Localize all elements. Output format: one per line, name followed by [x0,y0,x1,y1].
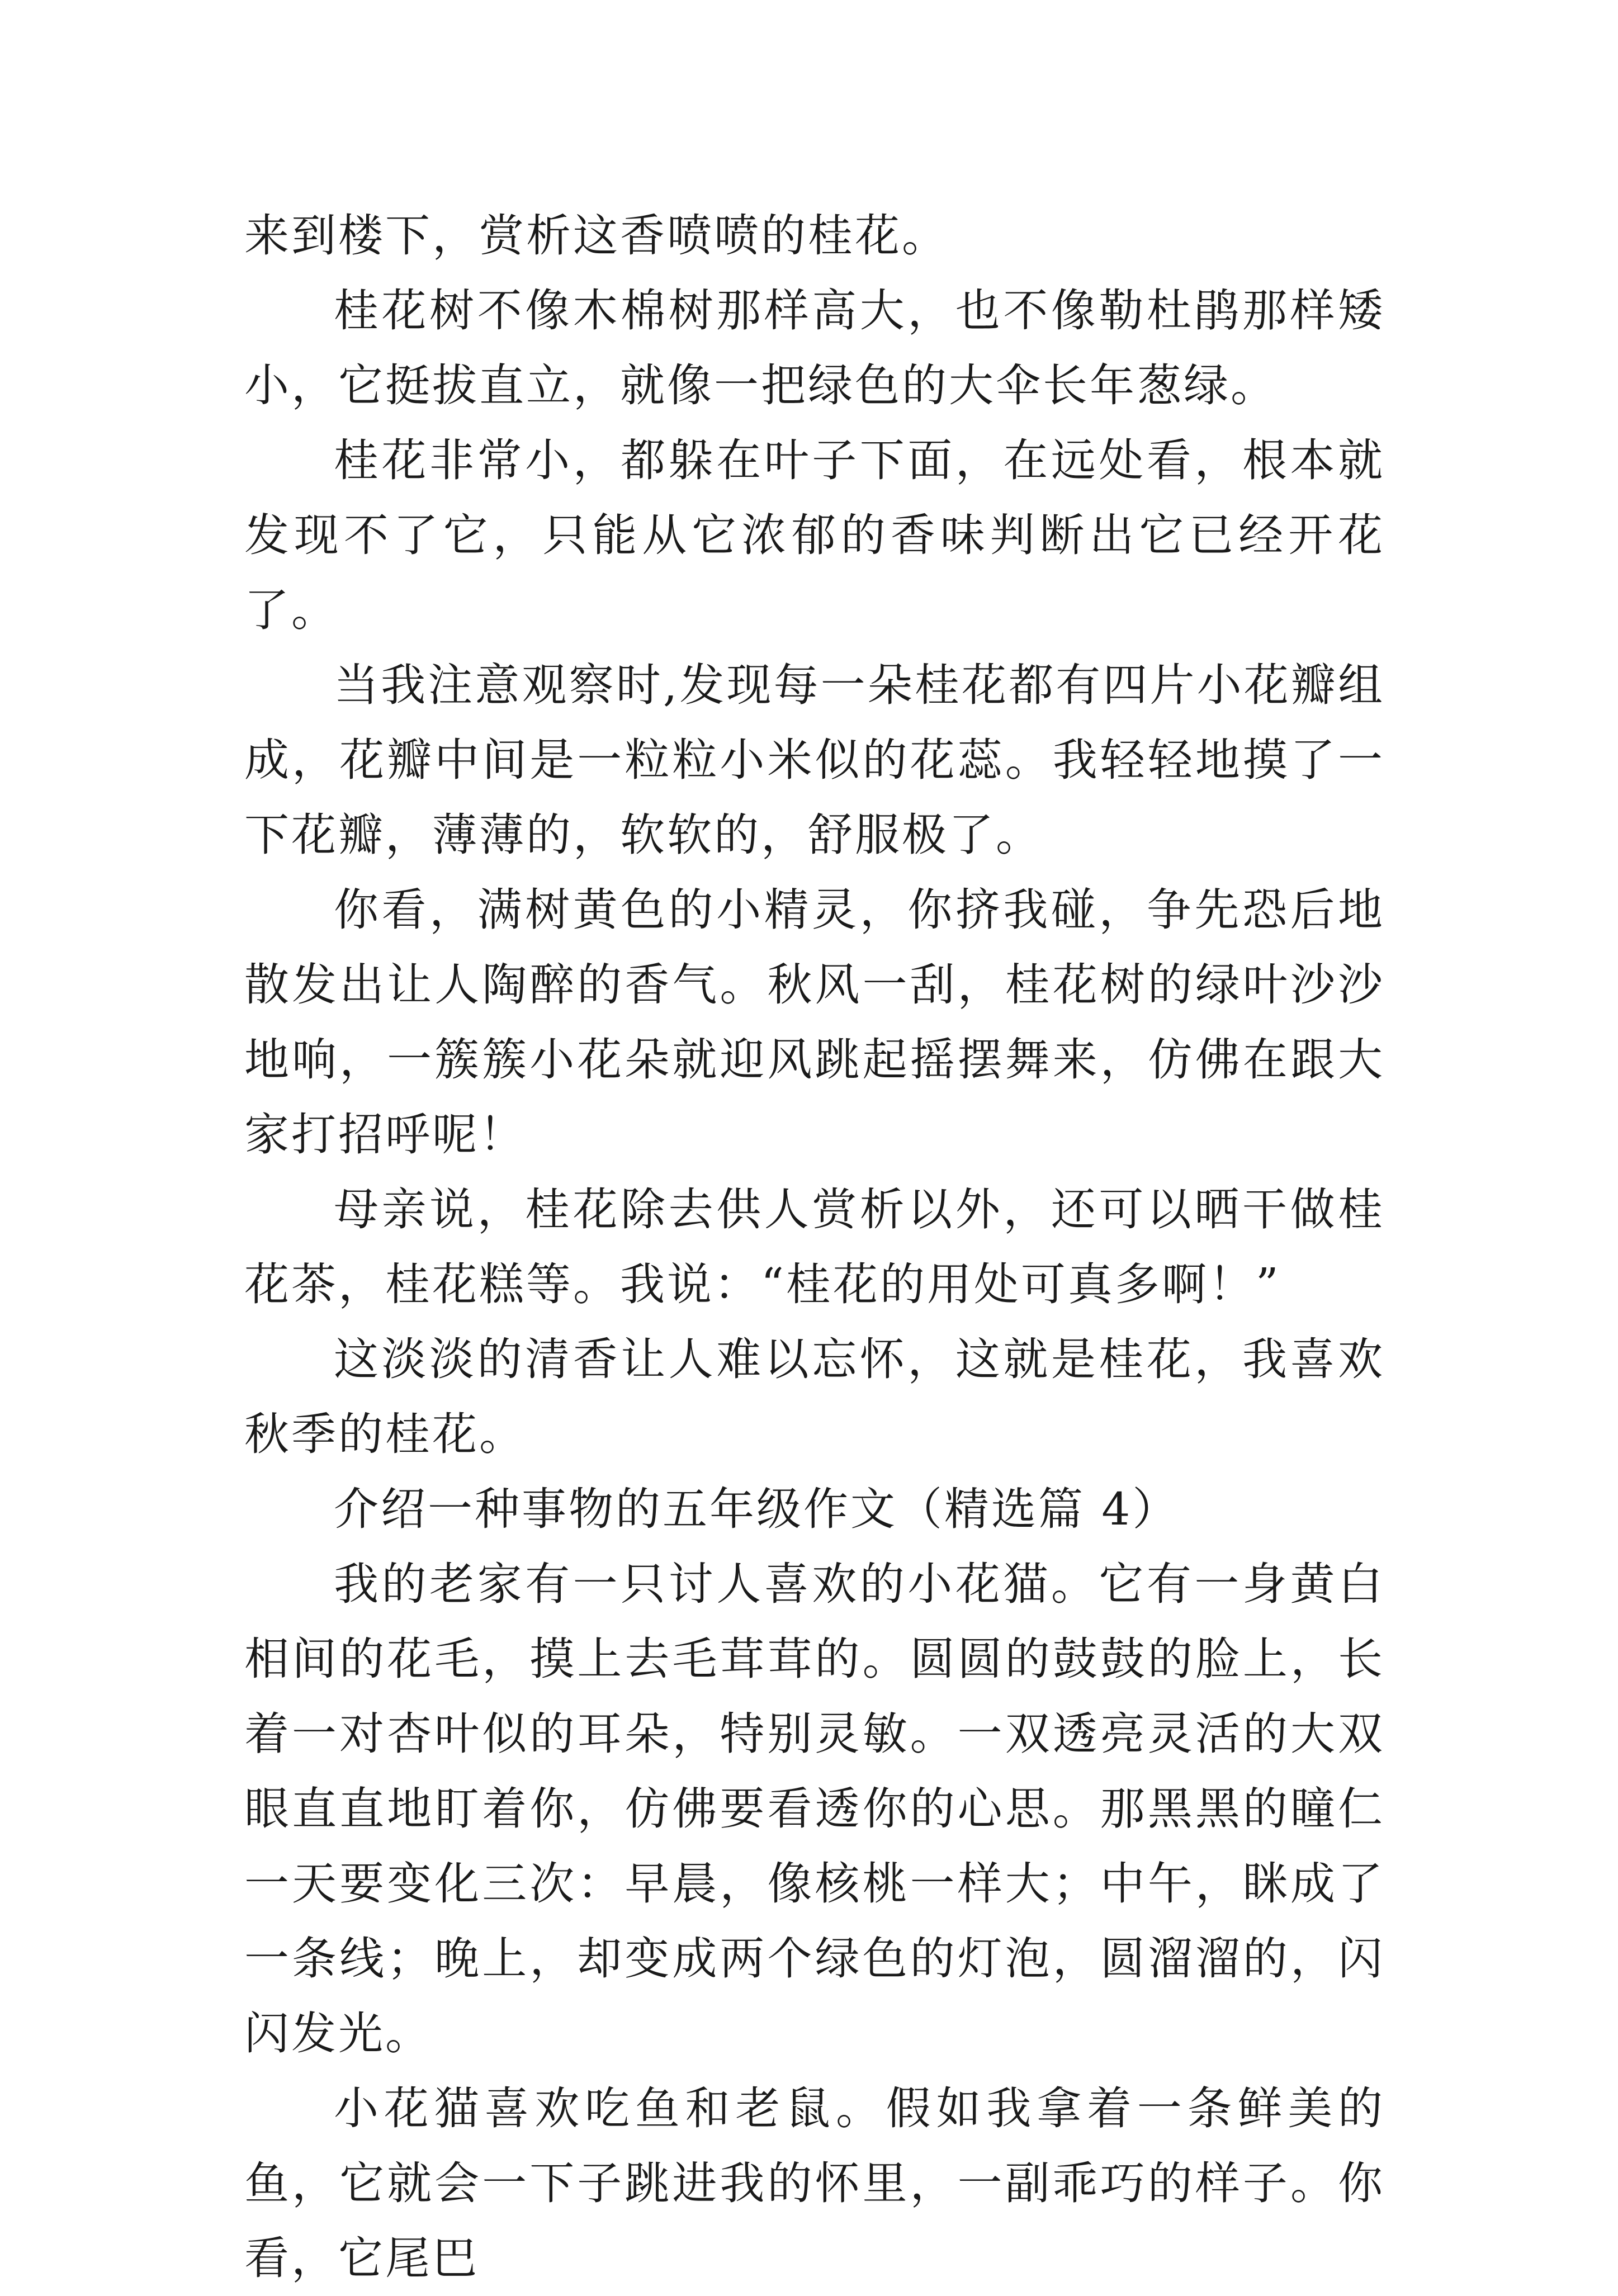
paragraph-6: 母亲说，桂花除去供人赏析以外，还可以晒干做桂花茶，桂花糕等。我说：“桂花的用处可真多啊！” [244,1183,1385,1310]
paragraph-3: 桂花非常小，都躲在叶子下面，在远处看，根本就发现不了它，只能从它浓郁的香味判断出它已经开花了。 [244,434,1385,636]
paragraph-4: 当我注意观察时,发现每一朵桂花都有四片小花瓣组成，花瓣中间是一粒粒小米似的花蕊。我轻轻地摸了一下花瓣，薄薄的，软软的，舒服极了。 [244,659,1385,861]
paragraph-1: 来到楼下，赏析这香喷喷的桂花。 [244,210,949,262]
section-heading: 介绍一种事物的五年级作文（精选篇 4） [334,1483,1180,1535]
section-paragraph-2: 小花猫喜欢吃鱼和老鼠。假如我拿着一条鲜美的鱼，它就会一下子跳进我的怀里，一副乖巧的样子。你看，它尾巴 [244,2082,1385,2284]
paragraph-5: 你看，满树黄色的小精灵，你挤我碰，争先恐后地散发出让人陶醉的香气。秋风一刮，桂花树的绿叶沙沙地响，一簇簇小花朵就迎风跳起摇摆舞来，仿佛在跟大家打招呼呢！ [244,884,1385,1161]
section-paragraph-1: 我的老家有一只讨人喜欢的小花猫。它有一身黄白相间的花毛，摸上去毛茸茸的。圆圆的鼓鼓的脸上，长着一对杏叶似的耳朵，特别灵敏。一双透亮灵活的大双眼直直地盯着你，仿佛要看透你的心思。那黑黑的瞳仁一天要变化三次：早晨，像核桃一样大；中午，眯成了一条线；晚上，却变成两个绿色的灯泡，圆溜溜的，闪闪发光。 [244,1558,1385,2060]
document-body [244,198,1385,2296]
paragraph-2: 桂花树不像木棉树那样高大，也不像勒杜鹃那样矮小，它挺拔直立，就像一把绿色的大伞长年葱绿。 [244,285,1385,411]
paragraph-7: 这淡淡的清香让人难以忘怀，这就是桂花，我喜欢秋季的桂花。 [244,1333,1385,1460]
